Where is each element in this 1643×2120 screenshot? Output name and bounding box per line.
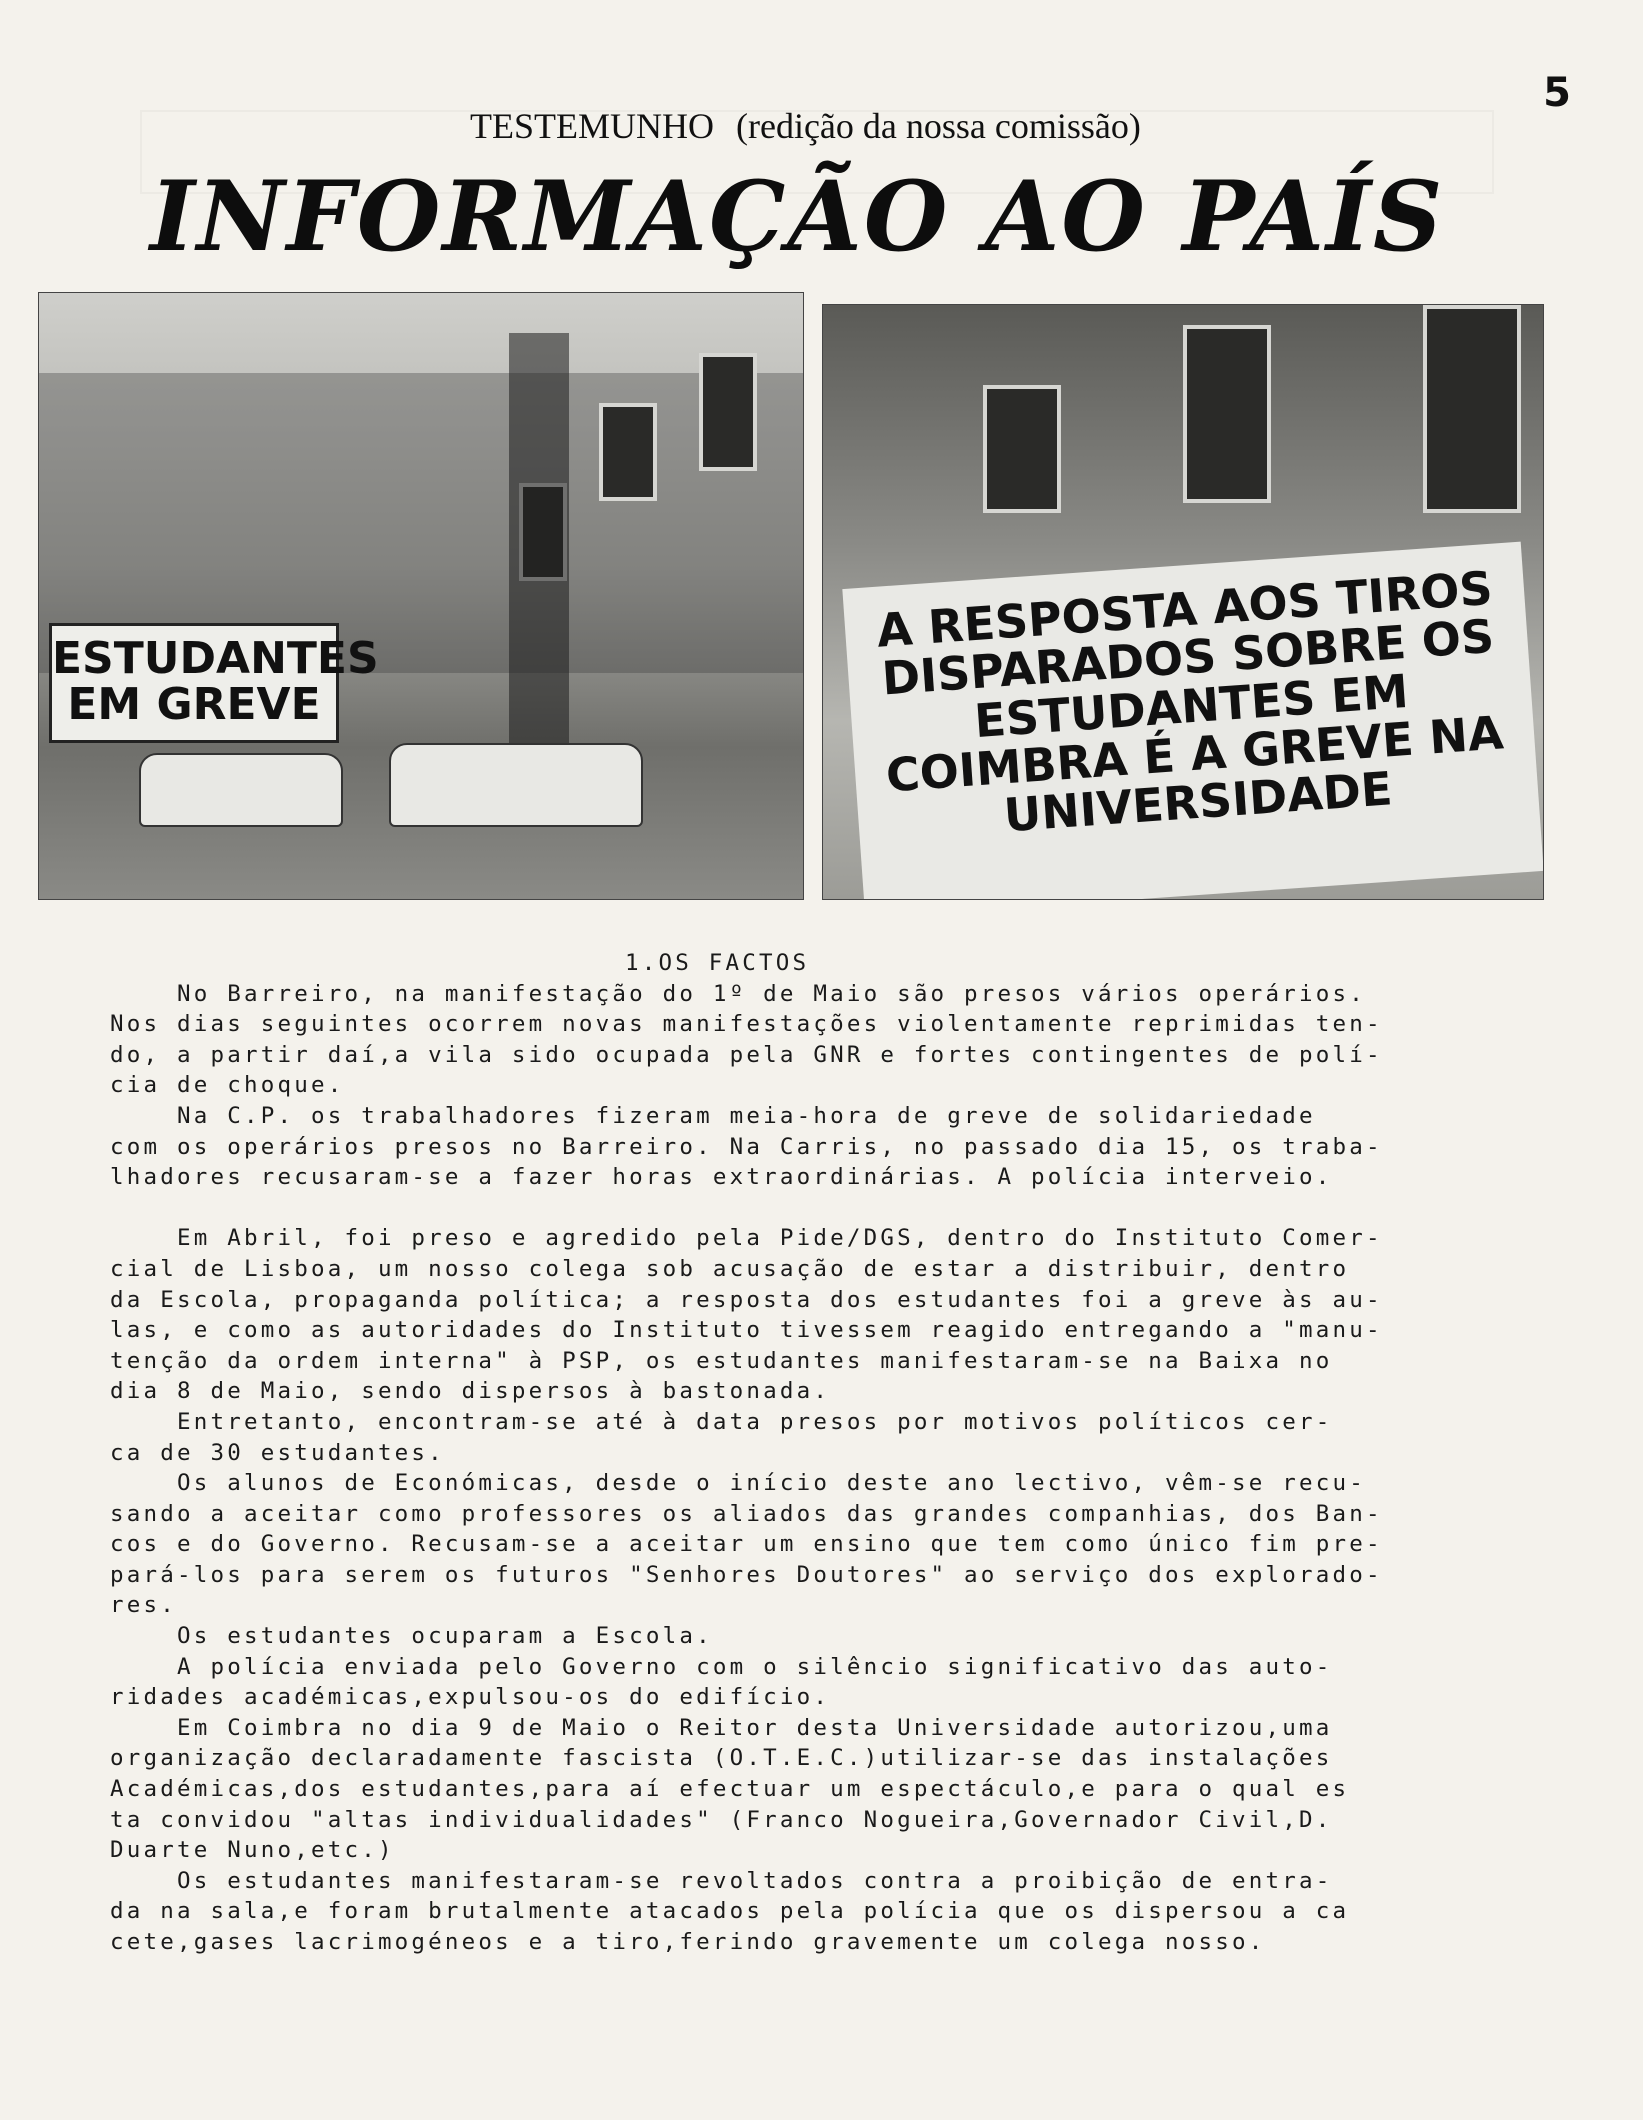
text-line: ridades académicas,expulsou-os do edifício. xyxy=(110,1684,831,1711)
text-line: Entretanto, encontram-se até à data presos por motivos políticos cer- xyxy=(110,1408,1333,1435)
text-line: cos e do Governo. Recusam-se a aceitar um ensino que tem como único fim pre- xyxy=(110,1531,1383,1558)
banner-left: ESTUDANTES EM GREVE xyxy=(49,623,339,743)
photo-left xyxy=(38,292,804,900)
text-line: cia de choque. xyxy=(110,1072,345,1099)
page-number: 5 xyxy=(1543,70,1571,116)
text-line: Académicas,dos estudantes,para aí efectuar um espectáculo,e para o qual es xyxy=(110,1776,1350,1803)
banner-right: A RESPOSTA AOS TIROS DISPARADOS SOBRE OS ESTUDANTES EM COIMBRA É A GREVE NA UNIVERSIDADE xyxy=(842,542,1543,900)
text-line: organização declaradamente fascista (O.T.E.C.)utilizar-se das instalações xyxy=(110,1745,1333,1772)
header-label: TESTEMUNHO xyxy=(470,106,714,146)
text-line: pará-los para serem os futuros "Senhores Doutores" ao serviço dos explorado- xyxy=(110,1561,1383,1588)
text-line: cial de Lisboa, um nosso colega sob acusação de estar a distribuir, dentro xyxy=(110,1255,1350,1282)
header-sub: (redição da nossa comissão) xyxy=(735,106,1141,146)
window xyxy=(699,353,757,471)
text-line: Os alunos de Económicas, desde o início deste ano lectivo, vêm-se recu- xyxy=(110,1470,1366,1497)
header-line xyxy=(470,105,1141,147)
text-line: sando a aceitar como professores os aliados das grandes companhias, dos Ban- xyxy=(110,1500,1383,1527)
text-line: Os estudantes manifestaram-se revoltados contra a proibição de entra- xyxy=(110,1867,1333,1894)
text-line: ta convidou "altas individualidades" (Franco Nogueira,Governador Civil,D. xyxy=(110,1806,1333,1833)
gate-pillar xyxy=(509,333,569,793)
car xyxy=(389,743,643,827)
text-line: A polícia enviada pelo Governo com o silêncio significativo das auto- xyxy=(110,1653,1333,1680)
text-line: da Escola, propaganda política; a resposta dos estudantes foi a greve às au- xyxy=(110,1286,1383,1313)
text-line: lhadores recusaram-se a fazer horas extraordinárias. A polícia interveio. xyxy=(110,1164,1333,1191)
headline: INFORMAÇÃO AO PAÍS xyxy=(150,160,1445,273)
section-title: 1.OS FACTOS xyxy=(625,950,810,976)
text-line: las, e como as autoridades do Instituto tivessem reagido entregando a "manu- xyxy=(110,1317,1383,1344)
text-line xyxy=(110,1193,1490,1224)
text-line: dia 8 de Maio, sendo dispersos à bastonada. xyxy=(110,1378,831,1405)
text-line: Em Abril, foi preso e agredido pela Pide/DGS, dentro do Instituto Comer- xyxy=(110,1225,1383,1252)
article-body xyxy=(110,948,1490,1958)
window xyxy=(983,385,1061,513)
window xyxy=(1423,305,1521,513)
text-line: Os estudantes ocuparam a Escola. xyxy=(110,1623,713,1650)
text-line: Em Coimbra no dia 9 de Maio o Reitor desta Universidade autorizou,uma xyxy=(110,1714,1333,1741)
photo-right xyxy=(822,304,1544,900)
text-line: Duarte Nuno,etc.) xyxy=(110,1837,395,1864)
text-line: com os operários presos no Barreiro. Na Carris, no passado dia 15, os traba- xyxy=(110,1133,1383,1160)
text-line: ca de 30 estudantes. xyxy=(110,1439,445,1466)
window xyxy=(1183,325,1271,503)
window xyxy=(599,403,657,501)
text-line: da na sala,e foram brutalmente atacados pela polícia que os dispersou a ca xyxy=(110,1898,1350,1925)
text-line: Nos dias seguintes ocorrem novas manifestações violentamente reprimidas ten- xyxy=(110,1011,1383,1038)
text-line: No Barreiro, na manifestação do 1º de Maio são presos vários operários. xyxy=(110,980,1366,1007)
car xyxy=(139,753,343,827)
text-line: do, a partir daí,a vila sido ocupada pela GNR e fortes contingentes de polí- xyxy=(110,1041,1383,1068)
text-line: cete,gases lacrimogéneos e a tiro,ferindo gravemente um colega nosso. xyxy=(110,1929,1266,1955)
text-line: res. xyxy=(110,1592,177,1619)
text-line: tenção da ordem interna" à PSP, os estudantes manifestaram-se na Baixa no xyxy=(110,1347,1333,1374)
text-line: Na C.P. os trabalhadores fizeram meia-hora de greve de solidariedade xyxy=(110,1102,1316,1129)
